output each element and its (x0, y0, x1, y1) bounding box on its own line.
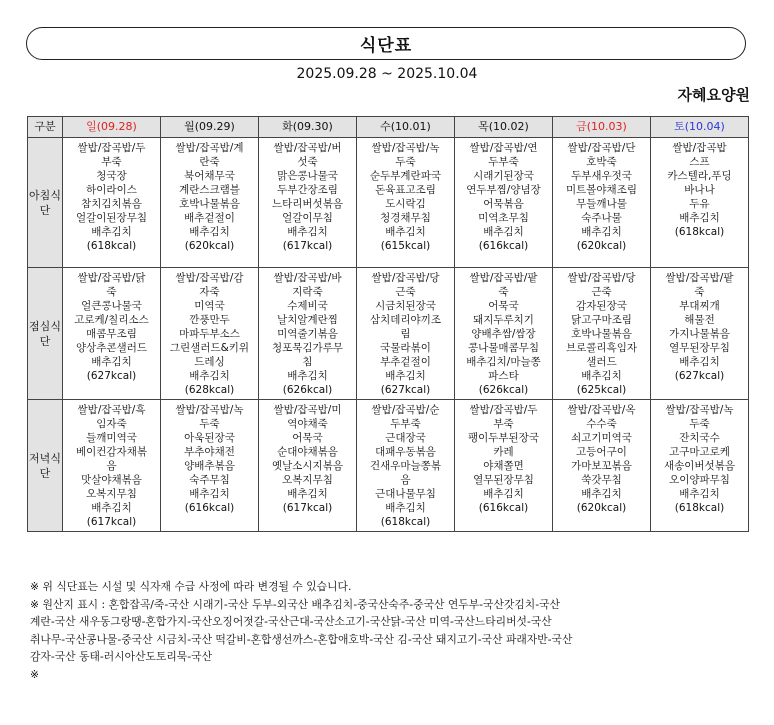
menu-item: 시래기된장국 (473, 170, 534, 182)
menu-item: 쌀밥/잡곡밥/옥 (567, 404, 636, 416)
header-day: 토(10.04) (651, 117, 749, 138)
menu-item: 들깨미역국 (86, 432, 137, 444)
menu-item: 쇠고기미역국 (571, 432, 632, 444)
header-day: 목(10.02) (455, 117, 553, 138)
menu-item: 두부죽 (390, 418, 421, 430)
menu-item: 국물라볶이 (380, 342, 431, 354)
menu-item: 쌀밥/잡곡밥/순 (371, 404, 440, 416)
menu-item: 쌀밥/잡곡밥/두 (77, 142, 146, 154)
menu-item: 얼갈이된장무침 (75, 212, 147, 224)
menu-item: 배추김치 (287, 488, 328, 500)
menu-item: 림 (400, 328, 411, 340)
menu-item: 부죽 (101, 156, 122, 168)
menu-table (27, 116, 749, 532)
menu-item: 미역국 (194, 300, 225, 312)
menu-item: 숙주무침 (189, 474, 230, 486)
menu-item: 바나나 (684, 184, 715, 196)
meal-row (28, 268, 749, 400)
menu-cell (357, 138, 455, 268)
menu-item: 계란스크램블 (179, 184, 240, 196)
menu-item: 닭고구마조림 (571, 314, 632, 326)
menu-item: 오복지무침 (86, 488, 137, 500)
menu-item: 두유 (689, 198, 710, 210)
note-line: 취나무-국산콩나물-중국산 시금치-국산 떡갈비-혼합생선까스-혼합애호박-국산 김-국산 돼지고기-국산 파래자반-국산 (30, 632, 573, 646)
menu-item: 양배추볶음 (184, 460, 235, 472)
menu-item: (627kcal) (380, 384, 431, 396)
menu-item: 섯죽 (297, 156, 318, 168)
menu-item: 배추김치 (287, 370, 328, 382)
menu-item: 쌀밥/잡곡밥/녹 (175, 404, 244, 416)
menu-item: 팽이두부된장국 (467, 432, 539, 444)
menu-item: 배추김치 (385, 502, 426, 514)
menu-item: 감자된장국 (576, 300, 627, 312)
menu-item: 배추김치/마늘쫑 (466, 356, 541, 368)
menu-item: 배추김치 (91, 502, 132, 514)
menu-cell (553, 400, 651, 532)
menu-item: 가지나물볶음 (669, 328, 730, 340)
menu-item: (627kcal) (674, 370, 725, 382)
menu-item: (616kcal) (478, 240, 529, 252)
menu-item: 마파두부소스 (179, 328, 240, 340)
menu-item: 쌀밥/잡곡밥/팥 (469, 272, 538, 284)
header-category: 구분 (28, 117, 63, 138)
menu-item: (617kcal) (86, 516, 137, 528)
menu-item: 돼지두루치기 (473, 314, 534, 326)
menu-item: 오이양파무침 (669, 474, 730, 486)
menu-item: 근대나물무침 (375, 488, 436, 500)
menu-item: 어묵국 (488, 300, 519, 312)
menu-item: 쌀밥/잡곡밥/당 (371, 272, 440, 284)
menu-item: 매콤무조림 (86, 328, 137, 340)
menu-item: 샐러드 (586, 356, 617, 368)
menu-item: 하이라이스 (86, 184, 137, 196)
menu-period: 2025.09.28 ~ 2025.10.04 (296, 66, 478, 82)
menu-item: 북어채무국 (184, 170, 235, 182)
menu-item: (616kcal) (478, 502, 529, 514)
menu-item: 지락죽 (292, 286, 323, 298)
menu-cell (63, 138, 161, 268)
menu-item: (618kcal) (86, 240, 137, 252)
menu-item: 배추김치 (581, 370, 622, 382)
menu-item: 청경채무침 (380, 212, 431, 224)
menu-item: 쌀밥/잡곡밥/미 (273, 404, 342, 416)
menu-item: 근죽 (591, 286, 612, 298)
menu-item: 쌀밥/잡곡밥/두 (469, 404, 538, 416)
menu-item: 야채쫄면 (483, 460, 524, 472)
organization-name: 자혜요양원 (677, 86, 750, 104)
menu-item: 수수죽 (586, 418, 617, 430)
menu-item: (620kcal) (576, 240, 627, 252)
menu-item: 미역초무침 (478, 212, 529, 224)
menu-item: 순대야채볶음 (277, 446, 338, 458)
menu-item: 배추김치 (287, 226, 328, 238)
menu-item: 삼치데리야끼조 (369, 314, 441, 326)
menu-item: 양상추콘샐러드 (75, 342, 147, 354)
meal-label-line: 아침 (29, 188, 51, 202)
menu-item: 연두부찜/양념장 (466, 184, 541, 196)
menu-item: (628kcal) (184, 384, 235, 396)
note-line: ※ (30, 667, 40, 681)
menu-item: 배추김치 (385, 226, 426, 238)
menu-item: 옛날소시지볶음 (271, 460, 343, 472)
menu-item: 스프 (689, 156, 710, 168)
menu-item: 호박나물볶음 (571, 328, 632, 340)
menu-item: 숙주나물 (581, 212, 622, 224)
menu-item: 카스텔라,푸딩 (667, 170, 732, 182)
menu-item: 쌀밥/잡곡밥/흑 (77, 404, 146, 416)
menu-item: 청포묵김가루무 (271, 342, 343, 354)
meal-label (28, 138, 63, 268)
menu-item: 미역줄기볶음 (277, 328, 338, 340)
menu-item: 두부죽 (488, 156, 519, 168)
menu-item: 얼큰콩나물국 (81, 300, 142, 312)
menu-item: (615kcal) (380, 240, 431, 252)
menu-item: 브로콜리흑임자 (565, 342, 637, 354)
menu-item: 죽 (694, 286, 705, 298)
menu-item: 대패우동볶음 (375, 446, 436, 458)
page-title: 식단표 (359, 36, 413, 56)
note-line: 감자-국산 동태-러시아산도토리묵-국산 (30, 650, 212, 663)
menu-item: 미트볼야채조림 (565, 184, 637, 196)
note-line: 계란-국산 새우동그랑땡-혼합가지-국산오징어젓갈-국산근대-국산소고기-국산닭-국산 미역-국산느타리버섯-국산 (30, 615, 552, 628)
menu-item: 돈육표고조림 (375, 184, 436, 196)
menu-item: 맛살야채볶음 (81, 474, 142, 486)
meal-label-line: 식단 (39, 451, 61, 480)
header-row (28, 117, 749, 138)
menu-item: 쌀밥/잡곡밥 (672, 142, 727, 154)
menu-item: (625kcal) (576, 384, 627, 396)
menu-item: 근대장국 (385, 432, 426, 444)
menu-cell (161, 268, 259, 400)
menu-item: (618kcal) (674, 226, 725, 238)
note-line: ※ 원산지 표시 : 혼합잡곡/죽-국산 시래기-국산 두부-외국산 배추김치-중국산숙주-중국산 연두부-국산갓김치-국산 (30, 597, 560, 611)
header-day: 화(09.30) (259, 117, 357, 138)
menu-item: 어묵국 (292, 432, 323, 444)
menu-item: 쌀밥/잡곡밥/감 (175, 272, 244, 284)
menu-cell (259, 268, 357, 400)
menu-item: 가마보꼬볶음 (571, 460, 632, 472)
menu-item: 호박나물볶음 (179, 198, 240, 210)
menu-item: 배추김치 (679, 212, 720, 224)
meal-label (28, 268, 63, 400)
menu-item: (616kcal) (184, 502, 235, 514)
menu-item: 열무된장무침 (473, 474, 534, 486)
menu-item: (620kcal) (184, 240, 235, 252)
menu-cell (553, 138, 651, 268)
menu-item: 근죽 (395, 286, 416, 298)
meal-label-line: 식단 (39, 319, 61, 348)
menu-item: 열무된장무침 (669, 342, 730, 354)
menu-item: (618kcal) (380, 516, 431, 528)
menu-item: 쌀밥/잡곡밥/당 (567, 272, 636, 284)
menu-item: (617kcal) (282, 240, 333, 252)
menu-item: 부죽 (493, 418, 514, 430)
notes (30, 578, 750, 683)
menu-cell (357, 268, 455, 400)
menu-item: 청국장 (96, 170, 127, 182)
menu-item: 오복지무침 (282, 474, 333, 486)
menu-item: 아욱된장국 (184, 432, 235, 444)
menu-item: (626kcal) (282, 384, 333, 396)
menu-item: 배추김치 (581, 488, 622, 500)
menu-item: 란죽 (199, 156, 220, 168)
menu-item: 베이컨감자채볶 (75, 446, 147, 458)
header-day: 일(09.28) (63, 117, 161, 138)
menu-item: 배추김치 (91, 356, 132, 368)
menu-item: 배추김치 (189, 488, 230, 500)
menu-cell (259, 138, 357, 268)
menu-item: 느타리버섯볶음 (271, 198, 343, 210)
header-day: 월(09.29) (161, 117, 259, 138)
menu-item: 쌀밥/잡곡밥/녹 (665, 404, 734, 416)
menu-item: 고등어구이 (576, 446, 627, 458)
menu-item: 음 (106, 460, 117, 472)
menu-item: 해물전 (684, 314, 715, 326)
menu-cell (651, 138, 749, 268)
menu-item: 도시락김 (385, 198, 426, 210)
menu-item: 어묵볶음 (483, 198, 524, 210)
menu-item: 무들깨나물 (576, 198, 627, 210)
menu-item: 드레싱 (194, 356, 225, 368)
menu-item: 배추김치 (189, 226, 230, 238)
menu-item: 두죽 (395, 156, 416, 168)
menu-item: 자죽 (199, 286, 220, 298)
menu-item: 두부간장조림 (277, 184, 338, 196)
menu-item: 그린샐러드&키위 (169, 342, 250, 354)
menu-item: 카레 (493, 446, 514, 458)
menu-item: 배추김치 (483, 488, 524, 500)
menu-cell (455, 268, 553, 400)
menu-item: 음 (400, 474, 411, 486)
menu-item: 쌀밥/잡곡밥/바 (273, 272, 342, 284)
menu-cell (553, 268, 651, 400)
menu-item: 콩나물매콤무침 (467, 342, 539, 354)
menu-item: 수제비국 (287, 300, 328, 312)
meal-label (28, 400, 63, 532)
menu-item: 부대찌개 (679, 300, 720, 312)
menu-item: 배추김치 (385, 370, 426, 382)
menu-item: 배추김치 (581, 226, 622, 238)
menu-item: 배추겉절이 (184, 212, 235, 224)
menu-item: 배추김치 (679, 356, 720, 368)
menu-item: 호박죽 (586, 156, 617, 168)
meal-row (28, 138, 749, 268)
menu-item: 파스타 (488, 370, 519, 382)
menu-item: (617kcal) (282, 502, 333, 514)
menu-cell (259, 400, 357, 532)
menu-cell (455, 400, 553, 532)
note-line: ※ 위 식단표는 시설 및 식자재 수급 사정에 따라 변경될 수 있습니다. (30, 580, 352, 593)
menu-item: 깐풍만두 (189, 314, 230, 326)
header-day: 금(10.03) (553, 117, 651, 138)
menu-item: 쌀밥/잡곡밥/버 (273, 142, 342, 154)
menu-item: 두부새우젓국 (571, 170, 632, 182)
menu-item: 순두부계란파국 (369, 170, 441, 182)
menu-item: 쌀밥/잡곡밥/팥 (665, 272, 734, 284)
menu-cell (357, 400, 455, 532)
menu-item: 날치알계란찜 (277, 314, 338, 326)
menu-item: 죽 (498, 286, 509, 298)
title-box (26, 27, 746, 60)
meal-row (28, 400, 749, 532)
menu-cell (161, 138, 259, 268)
menu-item: 역야채죽 (287, 418, 328, 430)
menu-item: 침 (302, 356, 313, 368)
menu-cell (455, 138, 553, 268)
menu-item: 부추야채전 (184, 446, 235, 458)
meal-label-line: 저녁 (29, 451, 51, 465)
header-day: 수(10.01) (357, 117, 455, 138)
menu-item: 시금치된장국 (375, 300, 436, 312)
menu-item: 맑은콩나물국 (277, 170, 338, 182)
menu-cell (63, 268, 161, 400)
menu-cell (651, 268, 749, 400)
meal-label-line: 식단 (39, 188, 61, 217)
menu-item: 양배추쌈/쌈장 (471, 328, 536, 340)
menu-item: 고구마고로케 (669, 446, 730, 458)
menu-item: 배추김치 (91, 226, 132, 238)
menu-item: 임자죽 (96, 418, 127, 430)
menu-cell (63, 400, 161, 532)
menu-item: 쌀밥/잡곡밥/닭 (77, 272, 146, 284)
menu-item: 배추김치 (679, 488, 720, 500)
menu-item: (626kcal) (478, 384, 529, 396)
menu-item: 배추김치 (483, 226, 524, 238)
menu-item: 참치김치볶음 (81, 198, 142, 210)
meal-label-line: 점심 (29, 319, 51, 333)
menu-cell (161, 400, 259, 532)
menu-item: 쌀밥/잡곡밥/계 (175, 142, 244, 154)
menu-item: 쑥갓무침 (581, 474, 622, 486)
menu-item: 부추겉절이 (380, 356, 431, 368)
menu-item: (627kcal) (86, 370, 137, 382)
menu-item: 두죽 (689, 418, 710, 430)
menu-item: 쌀밥/잡곡밥/녹 (371, 142, 440, 154)
menu-item: 죽 (106, 286, 117, 298)
menu-item: 쌀밥/잡곡밥/연 (469, 142, 538, 154)
menu-item: 배추김치 (189, 370, 230, 382)
menu-item: 고로케/칠리소스 (74, 314, 149, 326)
menu-cell (651, 400, 749, 532)
menu-item: (620kcal) (576, 502, 627, 514)
menu-item: 새송이버섯볶음 (663, 460, 735, 472)
menu-item: 잔치국수 (679, 432, 720, 444)
menu-item: 얼갈이무침 (282, 212, 333, 224)
menu-item: 건새우마늘쫑볶 (369, 460, 441, 472)
menu-item: 두죽 (199, 418, 220, 430)
menu-item: (618kcal) (674, 502, 725, 514)
menu-item: 쌀밥/잡곡밥/단 (567, 142, 636, 154)
